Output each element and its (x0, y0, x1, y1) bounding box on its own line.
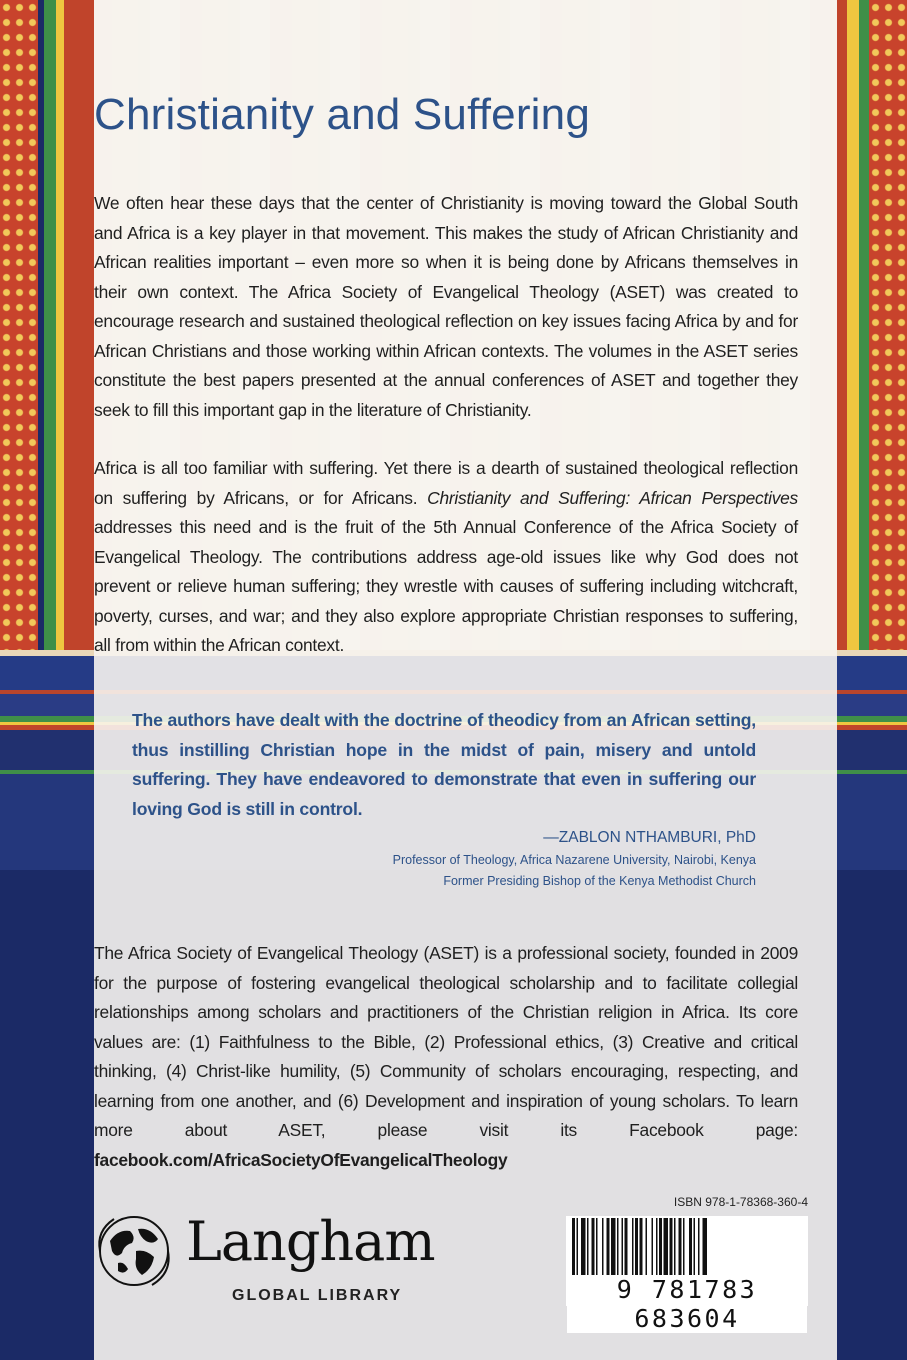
barcode-bar (640, 1218, 643, 1276)
dotted-band (869, 0, 907, 650)
intro-paragraph: We often hear these days that the center of Christianity is moving toward the Global South and Africa is a key player in that movement. This makes the study of African Christianity and African realities important – even more so when it is being done by Africans themselves in their own context. The Africa Society of Evangelical Theology (ASET) was created to encourage research and sustained theological reflection on key issues facing Africa by and for African Christians and those working within African contexts. The volumes in the ASET series constitute the best papers presented at the annual conferences of ASET and together they seek to fill this important gap in the literature of Christianity. (94, 193, 798, 420)
barcode-bar (632, 1218, 634, 1276)
summary-text-start: Africa is all too familiar with suffering. Yet there is a dearth of sustained theological reflection on suffering by Africans, or for Africans. (94, 458, 798, 508)
yellow-band (56, 0, 64, 650)
barcode-bar (670, 1218, 673, 1276)
barcode-bar (577, 1218, 579, 1276)
barcode-bar (664, 1218, 669, 1276)
barcode-bar (683, 1218, 685, 1276)
barcode-bar (596, 1218, 598, 1276)
barcode-bar (587, 1218, 589, 1276)
green-band (44, 0, 56, 650)
barcode-bar (617, 1218, 619, 1276)
endorser-name: —ZABLON NTHAMBURI, PhD (543, 829, 756, 846)
barcode-bar (698, 1218, 700, 1276)
endorser-role-2: Former Presiding Bishop of the Kenya Methodist Church (443, 874, 756, 888)
endorser-role-1: Professor of Theology, Africa Nazarene University, Nairobi, Kenya (392, 853, 756, 867)
left-kente-strip (0, 0, 94, 650)
summary-paragraph (94, 454, 798, 661)
isbn-label: ISBN 978-1-78368-360-4 (673, 1195, 808, 1209)
yellow-band (847, 0, 859, 650)
barcode-bar (646, 1218, 648, 1276)
barcode-bar (607, 1218, 610, 1276)
red-band (837, 0, 847, 650)
barcode-bar (674, 1218, 676, 1276)
red-band (64, 0, 94, 650)
aset-about-paragraph (94, 939, 798, 1175)
barcode-bar (659, 1218, 662, 1276)
barcode-number: 9 781783 683604 (567, 1275, 807, 1333)
barcode-bar (656, 1218, 658, 1276)
publisher-subtitle: GLOBAL LIBRARY (232, 1287, 403, 1304)
barcode-bar (592, 1218, 595, 1276)
barcode-bar (622, 1218, 624, 1276)
green-band (859, 0, 869, 650)
right-kente-strip (837, 0, 907, 650)
aset-about-text: The Africa Society of Evangelical Theology (ASET) is a professional society, founded in 2009 for the purpose of fostering evangelical theological scholarship and to facilitate collegial relationships among scholars and practitioners of the Christian religion in Africa. Its core values are: (1) Faithfulness to the Bible, (2) Professional ethics, (3) Creative and critical thinking, (4) Christ-like humility, (5) Community of scholars encouraging, respecting, and learning from one another, and (6) Development and inspiration of young scholars. To learn more about ASET, please visit its Facebook page: (94, 943, 798, 1140)
endorsement-quote: The authors have dealt with the doctrine of theodicy from an African setting, thus instilling Christian hope in the midst of pain, misery and untold suffering. They have endeavored to demonstrate that even in suffering our loving God is still in control. (132, 710, 756, 819)
barcode-bar (625, 1218, 628, 1276)
barcode-bar (679, 1218, 682, 1276)
dotted-band (0, 0, 38, 650)
barcode-bar (652, 1218, 654, 1276)
barcode-bar (694, 1218, 696, 1276)
barcode-bars (566, 1216, 808, 1278)
summary-text-end: addresses this need and is the fruit of the 5th Annual Conference of the Africa Society of Evangelical Theology. The contributions address age-old issues like why God does not prevent or relieve human suffering; they wrestle with causes of suffering including witchcraft, poverty, curses, and war; and they also explore appropriate Christian responses to suffering, all from within the African context. (94, 517, 798, 655)
barcode-bar (572, 1218, 575, 1276)
barcode-bar (602, 1218, 604, 1276)
barcode-bar (581, 1218, 586, 1276)
barcode-bar (611, 1218, 616, 1276)
barcode-bar (635, 1218, 638, 1276)
publisher-name: Langham (186, 1210, 435, 1273)
barcode-bar (703, 1218, 708, 1276)
facebook-link[interactable]: facebook.com/AfricaSocietyOfEvangelicalTheology (94, 1149, 508, 1170)
barcode-bar (689, 1218, 692, 1276)
book-title: Christianity and Suffering (94, 90, 590, 139)
langham-globe-logo (94, 1211, 174, 1291)
book-full-title: Christianity and Suffering: African Perspectives (427, 487, 799, 508)
